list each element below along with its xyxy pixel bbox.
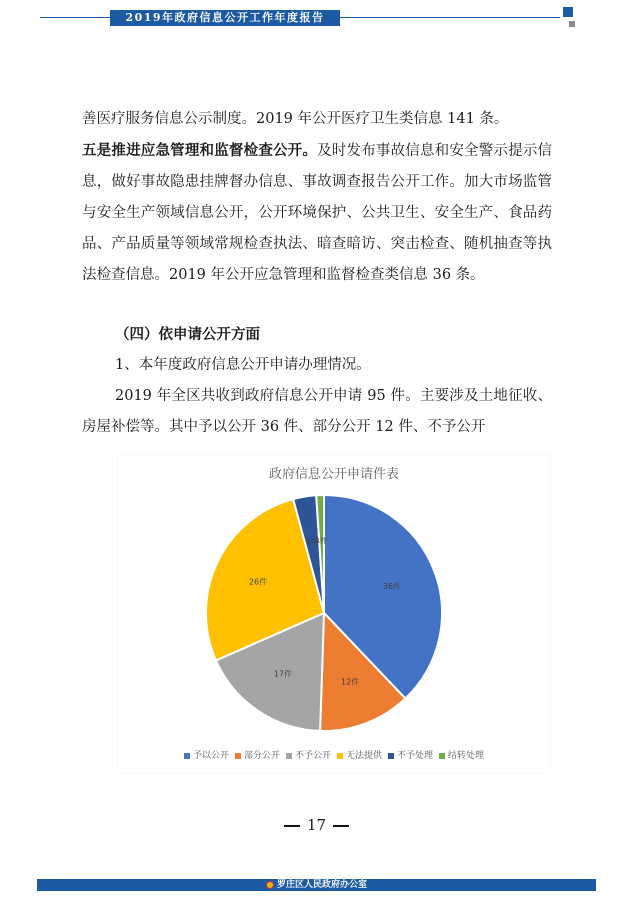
chart-legend [118,748,550,761]
legend-swatch-3 [286,753,292,759]
emblem-icon [266,881,274,889]
chart-title: 政府信息公开申请件表 [268,467,399,482]
pie-chart [118,455,550,773]
pie-slice-label-6: 1件 [315,536,328,545]
legend-label-1: 予以公开 [192,751,229,761]
paragraph-applications: 2019 年全区共收到政府信息公开申请 95 件。主要涉及土地征收、房屋补偿等。其中予以公开 36 件、部分公开 12 件、不予公开 [82,388,552,435]
header-decor-square-small [569,21,575,27]
page-number-value: 17 [306,816,327,834]
legend-item-3 [286,748,331,761]
pie-slice-label-3: 17件 [273,669,293,679]
legend-label-2: 部分公开 [243,751,280,761]
header-decor-square [563,7,573,17]
legend-label-5: 不予处理 [397,751,434,761]
legend-swatch-6 [439,753,445,759]
section-title: （四）依申请公开方面 [115,327,260,343]
pie-slice-label-5: 3件 [306,537,318,546]
legend-label-3: 不予公开 [294,751,331,761]
header-title: 2019年政府信息公开工作年度报告 [110,10,340,26]
legend-label-4: 无法提供 [346,751,383,761]
legend-item-1 [184,748,229,761]
legend-item-6 [439,748,484,761]
legend-swatch-2 [235,753,241,759]
legend-item-5 [388,748,433,761]
footer-bar [37,879,596,891]
paragraph-item-1: 1、本年度政府信息公开申请办理情况。 [115,357,371,373]
paragraph-emergency-text: 及时发布事故信息和安全警示提示信息，做好事故隐患挂牌督办信息、事故调查报告公开工作。加大市场监管与安全生产领域信息公开，公开环境保护、公共卫生、安全生产、食品药品、产品质量等领域常规检查执法、暗查暗访、突击检查、随机抽查等执法检查信息。2019 年公开应急管理和监督检查类信息 36 条。 [82,143,553,283]
page-number [0,816,633,834]
legend-swatch-4 [337,753,343,759]
pie-slice-label-2: 12件 [340,677,360,687]
legend-item-2 [235,748,280,761]
legend-swatch-5 [388,753,394,759]
page-number-dash-right [333,825,349,827]
paragraph-emergency [82,136,552,291]
page-number-dash-left [284,825,300,827]
footer-text-wrap [37,879,596,891]
paragraph-medical: 善医疗服务信息公示制度。2019 年公开医疗卫生类信息 141 条。 [82,111,509,127]
legend-item-4 [337,748,382,761]
paragraph-emergency-heading: 五是推进应急管理和监督检查公开。 [82,143,318,159]
legend-label-6: 结转处理 [448,751,485,761]
pie-chart-svg [118,455,550,773]
pie-slice-label-4: 26件 [248,577,268,587]
footer-text: 罗庄区人民政府办公室 [276,880,367,890]
legend-swatch-1 [184,753,190,759]
pie-slice-label-1: 36件 [382,581,402,591]
